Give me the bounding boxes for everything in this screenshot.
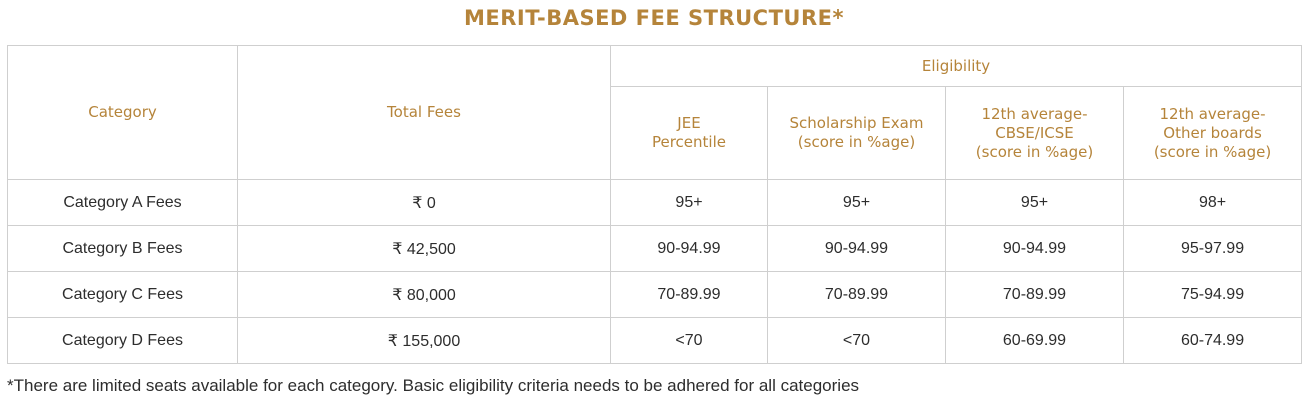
cell-category: Category A Fees bbox=[8, 180, 238, 226]
cell-cbse: 70-89.99 bbox=[946, 272, 1124, 318]
header-cbse bbox=[946, 87, 1124, 180]
cell-scholarship: 70-89.99 bbox=[768, 272, 946, 318]
cell-jee: 95+ bbox=[611, 180, 768, 226]
table-row bbox=[8, 318, 1302, 364]
cell-jee: <70 bbox=[611, 318, 768, 364]
header-scholarship-line: Scholarship Exam bbox=[789, 114, 924, 132]
cell-other-boards: 98+ bbox=[1124, 180, 1302, 226]
cell-category: Category B Fees bbox=[8, 226, 238, 272]
cell-cbse: 90-94.99 bbox=[946, 226, 1124, 272]
cell-cbse: 60-69.99 bbox=[946, 318, 1124, 364]
header-scholarship-line: (score in %age) bbox=[797, 133, 916, 151]
table-row bbox=[8, 272, 1302, 318]
header-cbse-line: 12th average- bbox=[981, 104, 1088, 123]
header-other-line: (score in %age) bbox=[1153, 142, 1272, 161]
cell-category: Category C Fees bbox=[8, 272, 238, 318]
cell-other-boards: 75-94.99 bbox=[1124, 272, 1302, 318]
header-jee-line: JEE bbox=[677, 114, 701, 132]
header-jee-line: Percentile bbox=[651, 133, 726, 151]
cell-other-boards: 60-74.99 bbox=[1124, 318, 1302, 364]
table-row bbox=[8, 226, 1302, 272]
header-other-boards bbox=[1124, 87, 1302, 180]
header-eligibility: Eligibility bbox=[611, 46, 1302, 87]
fee-structure-table bbox=[7, 45, 1302, 364]
header-cbse-line: (score in %age) bbox=[975, 142, 1094, 161]
cell-jee: 90-94.99 bbox=[611, 226, 768, 272]
cell-fees: ₹ 155,000 bbox=[238, 318, 611, 364]
header-cbse-line: CBSE/ICSE bbox=[995, 123, 1074, 142]
header-category: Category bbox=[8, 46, 238, 180]
cell-cbse: 95+ bbox=[946, 180, 1124, 226]
cell-jee: 70-89.99 bbox=[611, 272, 768, 318]
header-other-line: 12th average- bbox=[1159, 104, 1266, 123]
cell-category: Category D Fees bbox=[8, 318, 238, 364]
cell-fees: ₹ 0 bbox=[238, 180, 611, 226]
header-scholarship bbox=[768, 87, 946, 180]
cell-other-boards: 95-97.99 bbox=[1124, 226, 1302, 272]
table-row bbox=[8, 180, 1302, 226]
cell-scholarship: 90-94.99 bbox=[768, 226, 946, 272]
cell-scholarship: 95+ bbox=[768, 180, 946, 226]
page-title: MERIT-BASED FEE STRUCTURE* bbox=[464, 6, 844, 30]
header-total-fees: Total Fees bbox=[238, 46, 611, 180]
cell-scholarship: <70 bbox=[768, 318, 946, 364]
header-jee bbox=[611, 87, 768, 180]
cell-fees: ₹ 42,500 bbox=[238, 226, 611, 272]
footnote: *There are limited seats available for each category. Basic eligibility criteria needs to be adhered for all categories bbox=[7, 376, 860, 395]
cell-fees: ₹ 80,000 bbox=[238, 272, 611, 318]
header-row bbox=[8, 46, 1302, 87]
header-other-line: Other boards bbox=[1163, 123, 1262, 142]
